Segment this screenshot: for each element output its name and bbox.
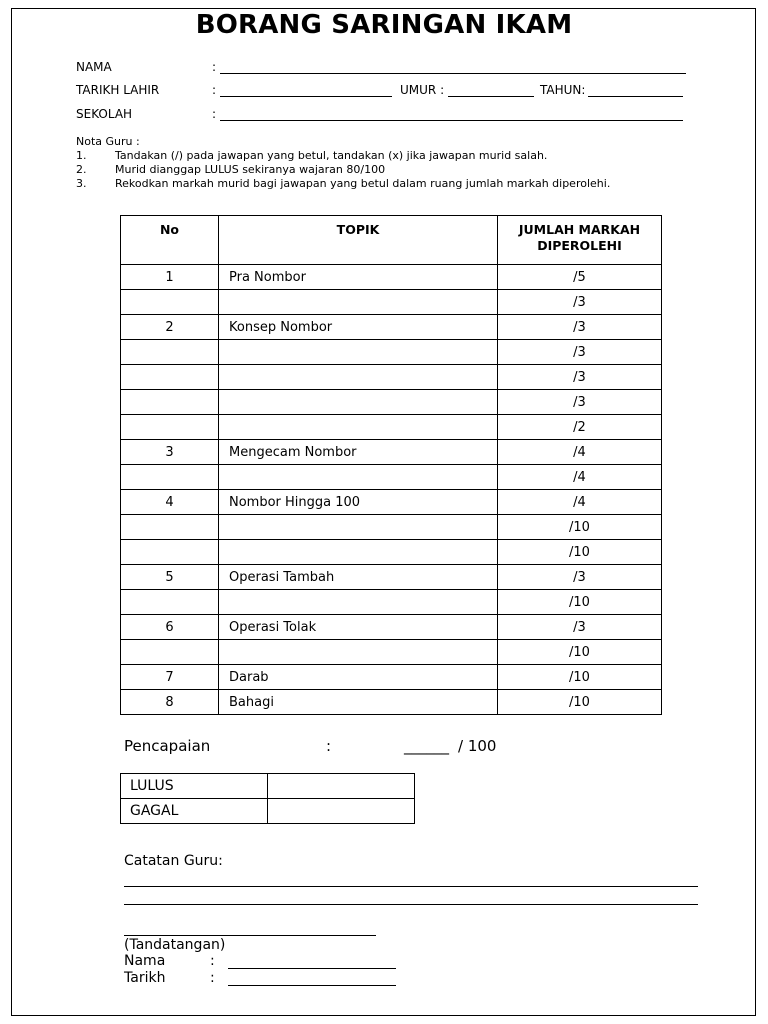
row-no [121, 340, 219, 365]
lulus-label: LULUS [121, 774, 268, 799]
result-row-lulus [121, 774, 415, 799]
pencapaian-total: / 100 [458, 737, 497, 755]
table-row [121, 390, 662, 415]
nota-guru [76, 135, 611, 191]
umur-label: UMUR : [400, 83, 445, 97]
row-no [121, 640, 219, 665]
catatan-line[interactable] [124, 904, 698, 905]
table-row [121, 340, 662, 365]
row-topik: Pra Nombor [219, 265, 498, 290]
row-markah[interactable]: /3 [498, 365, 662, 390]
row-no: 2 [121, 315, 219, 340]
sig-nama-colon: : [210, 953, 215, 969]
row-no: 8 [121, 690, 219, 715]
tarikh-lahir-line[interactable] [220, 96, 392, 97]
row-markah[interactable]: /3 [498, 315, 662, 340]
row-topik [219, 415, 498, 440]
table-row [121, 615, 662, 640]
table-row [121, 640, 662, 665]
nota-guru-title: Nota Guru : [76, 135, 140, 148]
sig-nama-line[interactable] [228, 968, 396, 969]
row-topik: Konsep Nombor [219, 315, 498, 340]
note-number: 3. [76, 177, 87, 190]
signature-line[interactable] [124, 935, 376, 936]
table-row [121, 490, 662, 515]
row-no [121, 590, 219, 615]
row-no: 6 [121, 615, 219, 640]
row-topik: Operasi Tolak [219, 615, 498, 640]
row-markah[interactable]: /3 [498, 615, 662, 640]
row-markah[interactable]: /4 [498, 490, 662, 515]
note-item [76, 177, 611, 191]
row-no: 4 [121, 490, 219, 515]
table-row [121, 590, 662, 615]
row-markah[interactable]: /3 [498, 565, 662, 590]
tarikh-lahir-label: TARIKH LAHIR [76, 83, 160, 97]
table-header-row [121, 216, 662, 265]
sig-tarikh-colon: : [210, 970, 215, 986]
row-markah[interactable]: /3 [498, 390, 662, 415]
table-row [121, 415, 662, 440]
pencapaian-label: Pencapaian [124, 737, 211, 755]
table-row [121, 315, 662, 340]
form-title: BORANG SARINGAN IKAM [195, 10, 573, 40]
header-jumlah-markah: JUMLAH MARKAH DIPEROLEHI [498, 216, 662, 265]
row-topik: Mengecam Nombor [219, 440, 498, 465]
row-markah[interactable]: /10 [498, 665, 662, 690]
row-markah[interactable]: /5 [498, 265, 662, 290]
table-row [121, 440, 662, 465]
table-row [121, 290, 662, 315]
sekolah-colon: : [212, 107, 217, 121]
row-no [121, 515, 219, 540]
markah-table [120, 215, 662, 715]
table-row [121, 365, 662, 390]
pencapaian-colon: : [326, 737, 332, 755]
catatan-guru-label: Catatan Guru: [124, 853, 223, 869]
header-no: No [121, 216, 219, 265]
note-item [76, 149, 548, 163]
sig-tarikh-label: Tarikh [124, 970, 166, 986]
tahun-line[interactable] [588, 96, 683, 97]
note-text: Tandakan (/) pada jawapan yang betul, tandakan (x) jika jawapan murid salah. [115, 149, 548, 162]
table-row [121, 690, 662, 715]
gagal-box[interactable] [268, 799, 415, 824]
catatan-line[interactable] [124, 886, 698, 887]
row-markah[interactable]: /2 [498, 415, 662, 440]
table-row [121, 465, 662, 490]
row-no [121, 365, 219, 390]
row-topik [219, 340, 498, 365]
row-topik: Operasi Tambah [219, 565, 498, 590]
row-markah[interactable]: /10 [498, 590, 662, 615]
row-topik: Nombor Hingga 100 [219, 490, 498, 515]
row-topik [219, 390, 498, 415]
row-topik: Darab [219, 665, 498, 690]
nama-label: NAMA [76, 60, 112, 74]
note-number: 2. [76, 163, 87, 176]
row-markah[interactable]: /3 [498, 290, 662, 315]
result-table [120, 773, 415, 824]
table-row [121, 515, 662, 540]
row-markah[interactable]: /10 [498, 515, 662, 540]
row-markah[interactable]: /4 [498, 465, 662, 490]
row-no: 1 [121, 265, 219, 290]
sig-nama-label: Nama [124, 953, 166, 969]
row-markah[interactable]: /10 [498, 690, 662, 715]
table-row [121, 565, 662, 590]
row-markah[interactable]: /10 [498, 540, 662, 565]
note-text: Murid dianggap LULUS sekiranya wajaran 80/100 [115, 163, 386, 176]
row-topik: Bahagi [219, 690, 498, 715]
row-no [121, 540, 219, 565]
lulus-box[interactable] [268, 774, 415, 799]
row-no: 7 [121, 665, 219, 690]
pencapaian-blank[interactable]: ______ [404, 737, 449, 755]
note-number: 1. [76, 149, 87, 162]
tandatangan-label: (Tandatangan) [124, 937, 226, 953]
tarikh-lahir-colon: : [212, 83, 217, 97]
note-item [76, 163, 386, 177]
row-markah[interactable]: /10 [498, 640, 662, 665]
umur-line[interactable] [448, 96, 534, 97]
row-markah[interactable]: /4 [498, 440, 662, 465]
row-no [121, 290, 219, 315]
sekolah-label: SEKOLAH [76, 107, 133, 121]
row-topik [219, 540, 498, 565]
row-no: 3 [121, 440, 219, 465]
row-topik [219, 515, 498, 540]
note-text: Rekodkan markah murid bagi jawapan yang betul dalam ruang jumlah markah diperolehi. [115, 177, 611, 190]
tahun-label: TAHUN: [540, 83, 586, 97]
table-row [121, 665, 662, 690]
table-row [121, 265, 662, 290]
row-markah[interactable]: /3 [498, 340, 662, 365]
sekolah-line[interactable] [220, 120, 683, 121]
row-no [121, 415, 219, 440]
row-topik [219, 465, 498, 490]
table-row [121, 540, 662, 565]
result-row-gagal [121, 799, 415, 824]
row-topik [219, 640, 498, 665]
nama-colon: : [212, 60, 217, 74]
row-topik [219, 290, 498, 315]
row-topik [219, 590, 498, 615]
nama-line[interactable] [220, 73, 686, 74]
gagal-label: GAGAL [121, 799, 268, 824]
sig-tarikh-line[interactable] [228, 985, 396, 986]
row-no [121, 390, 219, 415]
row-topik [219, 365, 498, 390]
row-no: 5 [121, 565, 219, 590]
row-no [121, 465, 219, 490]
header-topik: TOPIK [219, 216, 498, 265]
